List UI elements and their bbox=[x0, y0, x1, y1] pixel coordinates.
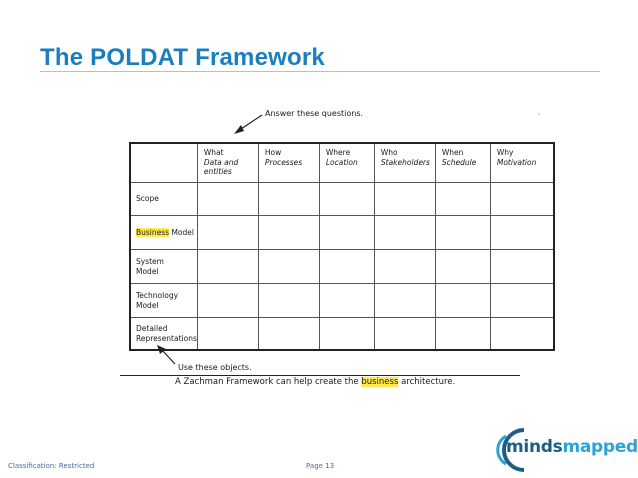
grid-row-scope bbox=[130, 183, 554, 216]
row-label-line: Technology bbox=[136, 291, 179, 300]
grid-corner-cell bbox=[130, 143, 197, 183]
grid-cell bbox=[197, 318, 258, 351]
caption-rule bbox=[120, 375, 520, 376]
grid-cell bbox=[435, 183, 490, 216]
classification-label: Classification: Restricted bbox=[8, 462, 95, 470]
row-label-line: Model bbox=[136, 300, 159, 310]
grid-cell bbox=[319, 216, 374, 250]
column-subtitle-2: entities bbox=[203, 167, 232, 176]
grid-cell bbox=[197, 250, 258, 284]
grid-cell bbox=[374, 318, 435, 351]
column-subtitle: Processes bbox=[264, 157, 303, 167]
row-label-system-model bbox=[130, 250, 197, 284]
column-subtitle: Motivation bbox=[496, 157, 537, 167]
grid-row-technology-model bbox=[130, 284, 554, 318]
grid-cell bbox=[197, 183, 258, 216]
grid-cell bbox=[374, 183, 435, 216]
logo-part-2: mapped bbox=[562, 437, 638, 457]
slide-title: The POLDAT Framework bbox=[40, 44, 325, 71]
grid-cell bbox=[258, 284, 319, 318]
logo-wordmark bbox=[506, 437, 638, 457]
grid-cell bbox=[490, 216, 554, 250]
use-objects-note: Use these objects. bbox=[178, 363, 252, 372]
column-title: How bbox=[264, 148, 282, 157]
grid-row-system-model bbox=[130, 250, 554, 284]
row-label-rest: Model bbox=[169, 227, 194, 237]
grid-cell bbox=[435, 284, 490, 318]
grid-cell bbox=[490, 250, 554, 284]
figure-caption bbox=[175, 377, 455, 387]
grid-cell bbox=[319, 318, 374, 351]
column-title: Where bbox=[325, 148, 351, 157]
column-title: When bbox=[441, 148, 464, 157]
column-subtitle: Schedule bbox=[441, 157, 477, 167]
row-label-scope: Scope bbox=[130, 183, 197, 216]
grid-cell bbox=[319, 183, 374, 216]
grid-cell bbox=[435, 318, 490, 351]
row-label-line: System bbox=[136, 257, 164, 266]
row-label-line: Detailed bbox=[136, 324, 168, 333]
logo-part-1: minds bbox=[506, 437, 563, 457]
grid-cell bbox=[374, 250, 435, 284]
grid-cell bbox=[374, 284, 435, 318]
grid-cell bbox=[258, 250, 319, 284]
row-label-line: Model bbox=[136, 266, 159, 276]
caption-text: architecture. bbox=[398, 377, 456, 387]
grid-cell bbox=[258, 318, 319, 351]
grid-cell bbox=[197, 216, 258, 250]
zachman-grid bbox=[129, 142, 555, 351]
grid-cell bbox=[319, 284, 374, 318]
grid-cell bbox=[490, 284, 554, 318]
column-header-when bbox=[435, 143, 490, 183]
answer-questions-note: Answer these questions. bbox=[265, 109, 364, 118]
column-title: Why bbox=[496, 148, 514, 157]
page-number: Page 13 bbox=[306, 462, 335, 470]
grid-cell bbox=[490, 318, 554, 351]
grid-row-detailed-representations bbox=[130, 318, 554, 351]
column-header-why bbox=[490, 143, 554, 183]
column-title: Who bbox=[380, 148, 398, 157]
column-subtitle: Data and bbox=[203, 157, 239, 167]
grid-cell bbox=[258, 183, 319, 216]
row-label-detailed-representations bbox=[130, 318, 197, 351]
column-header-what bbox=[197, 143, 258, 183]
grid-header-row bbox=[130, 143, 554, 183]
row-label-line: Representations bbox=[136, 333, 197, 343]
column-header-who bbox=[374, 143, 435, 183]
column-header-where bbox=[319, 143, 374, 183]
column-header-how bbox=[258, 143, 319, 183]
grid-cell bbox=[374, 216, 435, 250]
highlighted-word: business bbox=[361, 377, 399, 387]
grid-cell bbox=[490, 183, 554, 216]
row-label-technology-model bbox=[130, 284, 197, 318]
grid-cell bbox=[258, 216, 319, 250]
row-label-business-model bbox=[130, 216, 197, 250]
grid-cell bbox=[435, 250, 490, 284]
grid-cell bbox=[435, 216, 490, 250]
grid-cell bbox=[319, 250, 374, 284]
column-subtitle: Location bbox=[325, 157, 358, 167]
grid-cell bbox=[197, 284, 258, 318]
column-title: What bbox=[203, 148, 224, 157]
highlighted-word: Business bbox=[136, 227, 170, 237]
column-subtitle: Stakeholders bbox=[380, 157, 430, 167]
caption-text: A Zachman Framework can help create the bbox=[175, 377, 362, 387]
grid-row-business-model bbox=[130, 216, 554, 250]
